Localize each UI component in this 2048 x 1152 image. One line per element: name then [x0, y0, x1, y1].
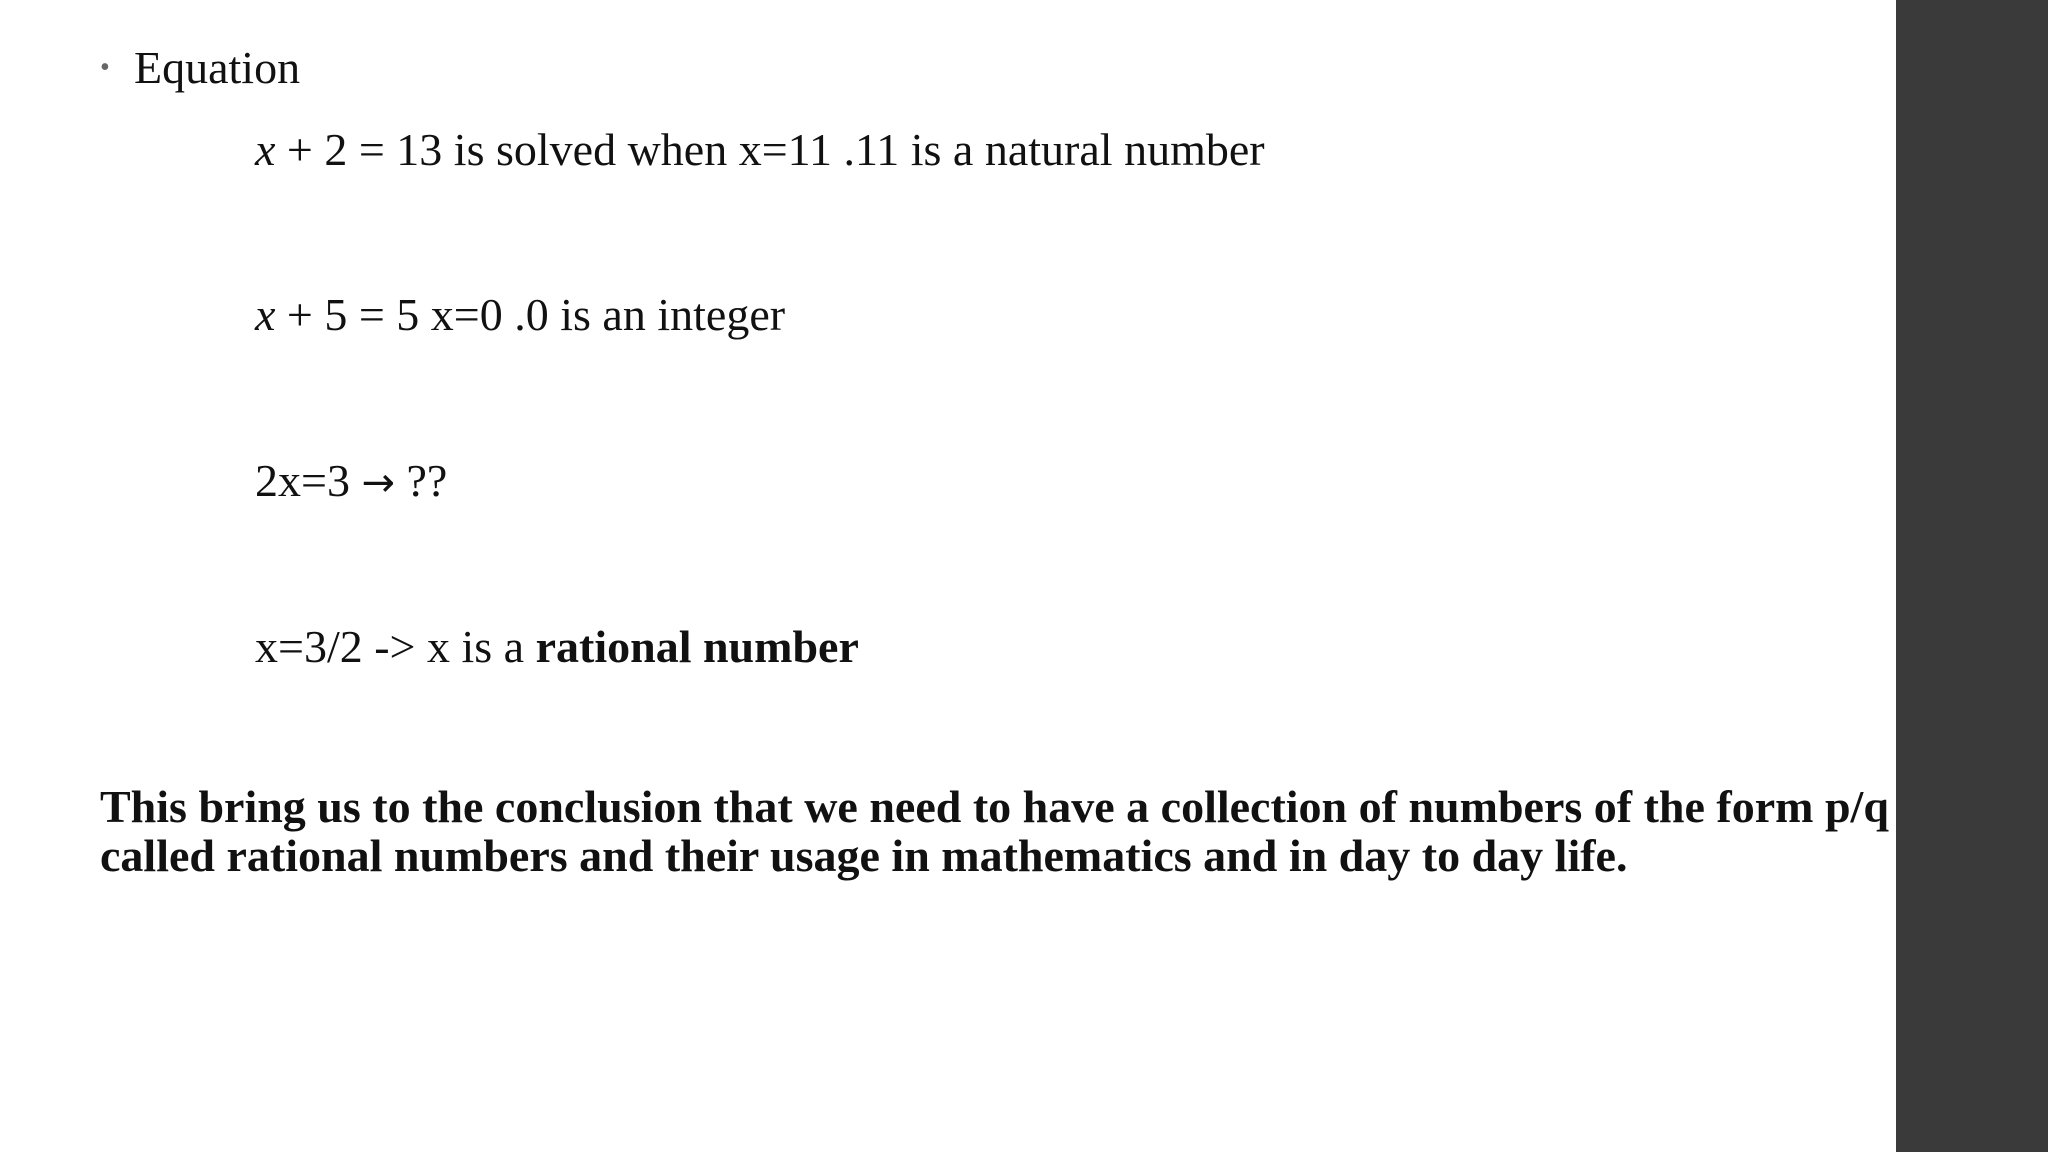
- equation-text: 2x=3: [255, 455, 362, 506]
- rational-number-term: rational number: [535, 621, 859, 672]
- variable-x: x: [255, 124, 276, 175]
- right-arrow-icon: →: [361, 460, 395, 506]
- equation-line-integer: [255, 285, 785, 345]
- question-marks: ??: [394, 455, 448, 506]
- conclusion-line-1: This bring us to the conclusion that we need to have a collection of numbers of the form p/q: [100, 781, 1889, 832]
- bullet-marker: •: [100, 52, 110, 83]
- equation-line-rational: [255, 617, 859, 677]
- bullet-heading: [100, 38, 300, 98]
- bullet-label: Equation: [134, 42, 301, 93]
- equation-text: x=3/2 -> x is a: [255, 621, 536, 672]
- conclusion-paragraph: [100, 782, 1920, 880]
- equation-line-natural: [255, 120, 1265, 180]
- conclusion-line-2: called rational numbers and their usage in mathematics and in day to day life.: [100, 830, 1628, 881]
- equation-line-unknown: [255, 451, 447, 513]
- side-band: [1896, 0, 2048, 1152]
- equation-text: + 5 = 5 x=0 .0 is an integer: [275, 289, 786, 340]
- equation-text: + 2 = 13 is solved when x=11 .11 is a natural number: [275, 124, 1265, 175]
- variable-x: x: [255, 289, 276, 340]
